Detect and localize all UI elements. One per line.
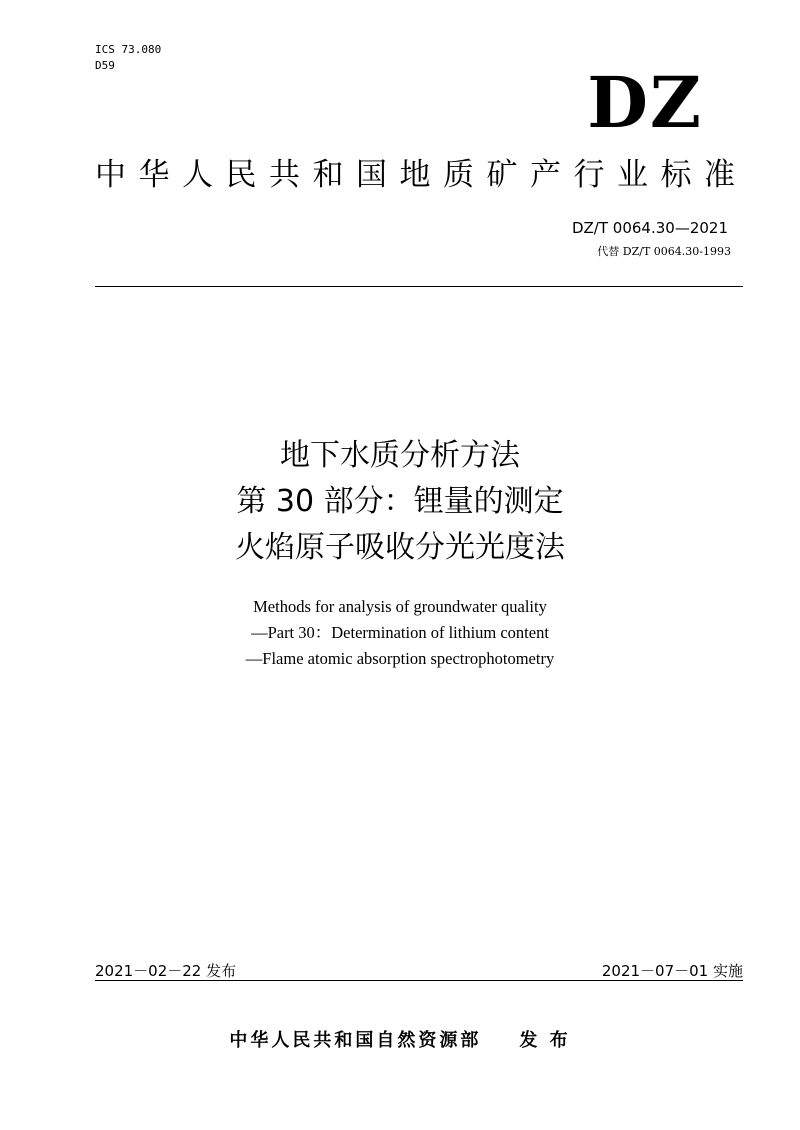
title-zh-line-2: 第 30 部分：锂量的测定: [236, 484, 564, 519]
title-en-line-1: Methods for analysis of groundwater quality: [253, 597, 547, 616]
authority-char: 准: [704, 157, 735, 193]
authority-char: 民: [225, 157, 257, 193]
issue-date: 2021－02－22 发布: [95, 962, 237, 980]
authority-char: 华: [138, 157, 170, 193]
ics-code: ICS 73.080: [95, 43, 162, 56]
authority-char: 人: [182, 157, 213, 193]
chinese-title: [0, 433, 800, 571]
authority-char: 行: [573, 157, 605, 193]
replaces-standard: 代替 DZ/T 0064.30-1993: [597, 245, 731, 258]
authority-char: 中: [95, 157, 126, 193]
title-zh-line-3: 火焰原子吸收分光光度法: [235, 530, 565, 565]
standard-number: DZ/T 0064.30—2021: [571, 219, 728, 237]
authority-char: 和: [312, 157, 344, 193]
standard-code-logo: DZ: [587, 61, 703, 144]
issuer-name: 中华人民共和国自然资源部: [229, 1030, 482, 1051]
authority-char: 质: [443, 157, 474, 193]
title-en-line-2: —Part 30：Determination of lithium content: [251, 623, 549, 642]
authority-char: 地: [399, 157, 431, 193]
authority-char: 矿: [486, 157, 518, 193]
ccs-code: D59: [95, 59, 115, 72]
implementation-date: 2021－07－01 实施: [601, 962, 743, 980]
title-zh-line-1: 地下水质分析方法: [280, 438, 520, 473]
issuer-action: 发 布: [519, 1030, 571, 1051]
authority-char: 国: [356, 157, 387, 193]
header-divider: [95, 286, 743, 287]
authority-char: 共: [269, 157, 300, 193]
issuing-authority: [0, 1028, 800, 1054]
authority-char: 业: [617, 157, 648, 193]
authority-char: 产: [530, 157, 561, 193]
standard-authority-title: [95, 155, 735, 195]
date-divider: [95, 980, 743, 981]
title-en-line-3: —Flame atomic absorption spectrophotometry: [245, 649, 555, 668]
english-title: [0, 594, 800, 672]
authority-char: 标: [660, 157, 692, 193]
classification-codes: [95, 42, 161, 74]
